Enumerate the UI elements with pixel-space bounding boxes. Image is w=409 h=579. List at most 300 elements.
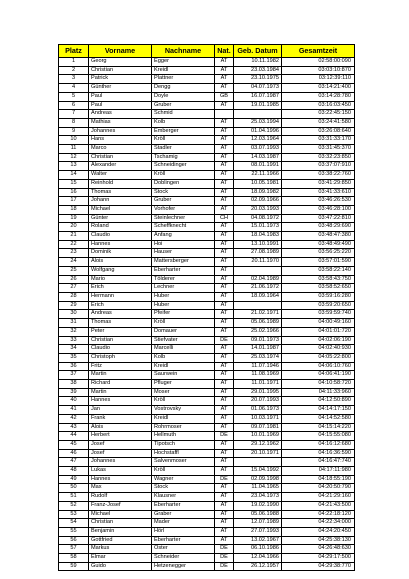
cell-gesamtzeit: 03:46:28:100 <box>282 205 355 214</box>
cell-platz: 56 <box>59 536 89 545</box>
cell-nachname: Dengg <box>152 84 215 93</box>
table-row <box>59 458 355 467</box>
cell-vorname: Christoph <box>89 353 152 362</box>
cell-nat: AT <box>215 162 234 171</box>
table-row <box>59 353 355 362</box>
cell-gesamtzeit: 03:59:59:740 <box>282 310 355 319</box>
cell-nat: AT <box>215 66 234 75</box>
cell-gesamtzeit: 04:06:10:760 <box>282 362 355 371</box>
table-row <box>59 145 355 154</box>
cell-vorname: Franz-Josef <box>89 501 152 510</box>
cell-nachname: Schneider <box>152 554 215 563</box>
cell-geb-datum <box>234 110 282 119</box>
cell-platz: 10 <box>59 136 89 145</box>
table-row <box>59 223 355 232</box>
cell-gesamtzeit: 03:48:29:690 <box>282 223 355 232</box>
cell-gesamtzeit: 04:16:12:680 <box>282 440 355 449</box>
cell-vorname: Günther <box>89 84 152 93</box>
cell-platz: 26 <box>59 275 89 284</box>
cell-vorname: Alois <box>89 258 152 267</box>
cell-nachname: Rohrmoser <box>152 423 215 432</box>
cell-gesamtzeit: 04:12:50:890 <box>282 397 355 406</box>
cell-nat: AT <box>215 414 234 423</box>
cell-nachname: Wagner <box>152 475 215 484</box>
cell-gesamtzeit: 04:00:49:160 <box>282 319 355 328</box>
cell-vorname: Christian <box>89 336 152 345</box>
table-row <box>59 414 355 423</box>
cell-vorname: Paul <box>89 92 152 101</box>
cell-nat: AT <box>215 527 234 536</box>
cell-nachname: Schneidinger <box>152 162 215 171</box>
cell-geb-datum <box>234 266 282 275</box>
cell-platz: 30 <box>59 310 89 319</box>
cell-vorname: Georg <box>89 58 152 67</box>
cell-geb-datum: 02.04.1989 <box>234 275 282 284</box>
cell-nat: AT <box>215 275 234 284</box>
cell-vorname: Johannes <box>89 127 152 136</box>
cell-geb-datum: 27.07.1993 <box>234 527 282 536</box>
cell-platz: 42 <box>59 414 89 423</box>
cell-platz: 19 <box>59 214 89 223</box>
cell-vorname: Herbert <box>89 432 152 441</box>
cell-vorname: Martin <box>89 371 152 380</box>
cell-vorname: Richard <box>89 380 152 389</box>
cell-gesamtzeit: 03:12:39:110 <box>282 75 355 84</box>
cell-nachname: Tölderer <box>152 275 215 284</box>
cell-geb-datum: 06.10.1986 <box>234 545 282 554</box>
cell-geb-datum: 25.02.1966 <box>234 327 282 336</box>
cell-geb-datum: 29.01.1995 <box>234 388 282 397</box>
cell-vorname: Andreas <box>89 110 152 119</box>
cell-geb-datum: 18.09.1964 <box>234 292 282 301</box>
cell-nachname: Gruber <box>152 101 215 110</box>
cell-platz: 33 <box>59 336 89 345</box>
cell-gesamtzeit: 04:10:58:720 <box>282 380 355 389</box>
table-row <box>59 397 355 406</box>
cell-geb-datum: 23.04.1973 <box>234 493 282 502</box>
cell-nat: AT <box>215 258 234 267</box>
cell-geb-datum: 11.08.1969 <box>234 371 282 380</box>
cell-vorname: Martin <box>89 388 152 397</box>
table-row <box>59 554 355 563</box>
cell-platz: 40 <box>59 397 89 406</box>
cell-geb-datum: 20.11.1970 <box>234 258 282 267</box>
cell-nat: AT <box>215 301 234 310</box>
cell-vorname: Christian <box>89 519 152 528</box>
cell-platz: 24 <box>59 258 89 267</box>
cell-vorname: Max <box>89 484 152 493</box>
cell-gesamtzeit: 03:22:45:150 <box>282 110 355 119</box>
cell-platz: 31 <box>59 319 89 328</box>
cell-geb-datum: 11.04.1965 <box>234 484 282 493</box>
table-row <box>59 197 355 206</box>
table-row <box>59 171 355 180</box>
cell-nat: AT <box>215 249 234 258</box>
cell-nat: AT <box>215 353 234 362</box>
cell-nachname: Graber <box>152 510 215 519</box>
cell-platz: 12 <box>59 153 89 162</box>
cell-nachname: Kolb <box>152 353 215 362</box>
cell-nachname: Doyle <box>152 92 215 101</box>
table-row <box>59 484 355 493</box>
cell-nat: AT <box>215 75 234 84</box>
table-row <box>59 284 355 293</box>
cell-gesamtzeit: 03:58:43:750 <box>282 275 355 284</box>
cell-vorname: Gottfried <box>89 536 152 545</box>
table-row <box>59 66 355 75</box>
table-row <box>59 162 355 171</box>
cell-geb-datum: 20.03.1993 <box>234 205 282 214</box>
cell-geb-datum: 16.07.1987 <box>234 92 282 101</box>
cell-gesamtzeit: 03:59:16:280 <box>282 292 355 301</box>
table-row <box>59 432 355 441</box>
cell-nachname: Kreidl <box>152 414 215 423</box>
table-row <box>59 301 355 310</box>
cell-platz: 11 <box>59 145 89 154</box>
table-row <box>59 449 355 458</box>
cell-geb-datum: 27.08.1989 <box>234 249 282 258</box>
cell-vorname: Alexander <box>89 162 152 171</box>
cell-geb-datum: 22.11.1966 <box>234 171 282 180</box>
table-row <box>59 188 355 197</box>
cell-platz: 23 <box>59 249 89 258</box>
cell-geb-datum: 09.01.1973 <box>234 336 282 345</box>
cell-platz: 16 <box>59 188 89 197</box>
cell-platz: 6 <box>59 101 89 110</box>
cell-nachname: Kreidl <box>152 362 215 371</box>
table-row <box>59 380 355 389</box>
cell-nat: CH <box>215 214 234 223</box>
cell-nachname: Hellmuth <box>152 432 215 441</box>
cell-platz: 7 <box>59 110 89 119</box>
cell-geb-datum: 10.11.1982 <box>234 58 282 67</box>
cell-nat: AT <box>215 536 234 545</box>
cell-nat: AT <box>215 458 234 467</box>
cell-nat: AT <box>215 440 234 449</box>
cell-nat: AT <box>215 197 234 206</box>
cell-platz: 9 <box>59 127 89 136</box>
cell-nachname: Hochstaffl <box>152 449 215 458</box>
cell-geb-datum: 10.03.1971 <box>234 414 282 423</box>
cell-vorname: Josef <box>89 440 152 449</box>
cell-platz: 8 <box>59 118 89 127</box>
table-row <box>59 249 355 258</box>
table-row <box>59 266 355 275</box>
cell-gesamtzeit: 04:29:17:500 <box>282 554 355 563</box>
table-row <box>59 501 355 510</box>
cell-vorname: Hannes <box>89 397 152 406</box>
cell-geb-datum: 04.08.1972 <box>234 214 282 223</box>
cell-gesamtzeit: 03:48:47:380 <box>282 232 355 241</box>
cell-nachname: Stock <box>152 484 215 493</box>
cell-geb-datum: 02.09.1966 <box>234 197 282 206</box>
table-row <box>59 75 355 84</box>
cell-platz: 53 <box>59 510 89 519</box>
cell-gesamtzeit: 04:16:36:590 <box>282 449 355 458</box>
cell-geb-datum: 26.12.1957 <box>234 562 282 571</box>
header-nachname: Nachname <box>152 45 215 58</box>
cell-geb-datum: 18.09.1982 <box>234 188 282 197</box>
cell-vorname: Frank <box>89 414 152 423</box>
cell-vorname: Peter <box>89 327 152 336</box>
cell-vorname: Thomas <box>89 188 152 197</box>
cell-nat: AT <box>215 232 234 241</box>
cell-geb-datum: 08.01.1991 <box>234 162 282 171</box>
cell-platz: 48 <box>59 467 89 476</box>
cell-platz: 29 <box>59 301 89 310</box>
table-row <box>59 423 355 432</box>
header-vorname: Vorname <box>89 45 152 58</box>
cell-geb-datum: 29.12.1962 <box>234 440 282 449</box>
cell-vorname: Benjamin <box>89 527 152 536</box>
table-row <box>59 327 355 336</box>
table-row <box>59 345 355 354</box>
cell-nat: AT <box>215 171 234 180</box>
cell-platz: 58 <box>59 554 89 563</box>
cell-nachname: Eberharter <box>152 501 215 510</box>
cell-platz: 18 <box>59 205 89 214</box>
cell-geb-datum: 04.07.1973 <box>234 84 282 93</box>
cell-nachname: Stiefvater <box>152 336 215 345</box>
cell-geb-datum: 18.04.1983 <box>234 232 282 241</box>
cell-geb-datum: 25.03.1994 <box>234 118 282 127</box>
cell-nachname: Gruber <box>152 197 215 206</box>
cell-platz: 41 <box>59 406 89 415</box>
cell-vorname: Roland <box>89 223 152 232</box>
cell-nat: AT <box>215 510 234 519</box>
cell-platz: 34 <box>59 345 89 354</box>
cell-nachname: Vostrovsky <box>152 406 215 415</box>
cell-gesamtzeit: 03:32:23:850 <box>282 153 355 162</box>
cell-nat: AT <box>215 406 234 415</box>
cell-nachname: Huber <box>152 301 215 310</box>
cell-geb-datum: 11.07.1946 <box>234 362 282 371</box>
cell-vorname: Hannes <box>89 475 152 484</box>
cell-nachname: Hörl <box>152 527 215 536</box>
cell-gesamtzeit: 04:11:33:960 <box>282 388 355 397</box>
table-row <box>59 153 355 162</box>
cell-platz: 17 <box>59 197 89 206</box>
cell-gesamtzeit: 03:46:26:530 <box>282 197 355 206</box>
cell-nachname: Oster <box>152 545 215 554</box>
cell-nat: AT <box>215 380 234 389</box>
cell-gesamtzeit: 03:47:22:810 <box>282 214 355 223</box>
cell-nat: AT <box>215 371 234 380</box>
cell-nachname: Huber <box>152 292 215 301</box>
cell-geb-datum: 12.03.1964 <box>234 136 282 145</box>
cell-gesamtzeit: 04:21:29:160 <box>282 493 355 502</box>
table-row <box>59 467 355 476</box>
header-gesamtzeit: Gesamtzeit <box>282 45 355 58</box>
table-row <box>59 319 355 328</box>
cell-gesamtzeit: 04:02:40:930 <box>282 345 355 354</box>
cell-gesamtzeit: 03:14:21:400 <box>282 84 355 93</box>
table-row <box>59 92 355 101</box>
cell-vorname: Andreas <box>89 310 152 319</box>
table-row <box>59 440 355 449</box>
cell-geb-datum: 10.01.1969 <box>234 432 282 441</box>
table-row <box>59 362 355 371</box>
cell-platz: 3 <box>59 75 89 84</box>
cell-gesamtzeit: 04:05:22:800 <box>282 353 355 362</box>
cell-vorname: Claudio <box>89 345 152 354</box>
cell-nat: AT <box>215 292 234 301</box>
cell-nat: AT <box>215 319 234 328</box>
cell-vorname: Erich <box>89 301 152 310</box>
cell-geb-datum: 05.06.1988 <box>234 510 282 519</box>
cell-nachname: Vorhofer <box>152 205 215 214</box>
table-row <box>59 406 355 415</box>
cell-geb-datum: 12.04.1966 <box>234 554 282 563</box>
cell-nachname: Mattersberger <box>152 258 215 267</box>
cell-platz: 13 <box>59 162 89 171</box>
cell-nat: AT <box>215 362 234 371</box>
cell-nat: AT <box>215 501 234 510</box>
cell-vorname: Hannes <box>89 240 152 249</box>
table-row <box>59 536 355 545</box>
cell-nachname: Eberharter <box>152 536 215 545</box>
cell-geb-datum: 15.01.1973 <box>234 223 282 232</box>
cell-nat <box>215 110 234 119</box>
cell-gesamtzeit: 04:24:20:450 <box>282 527 355 536</box>
cell-nachname: Stock <box>152 188 215 197</box>
cell-nat: AT <box>215 84 234 93</box>
cell-nat: AT <box>215 467 234 476</box>
cell-vorname: Christian <box>89 153 152 162</box>
cell-vorname: Alois <box>89 423 152 432</box>
cell-nachname: Egger <box>152 58 215 67</box>
cell-gesamtzeit: 04:02:06:190 <box>282 336 355 345</box>
cell-platz: 35 <box>59 353 89 362</box>
cell-vorname: Dominik <box>89 249 152 258</box>
table-row <box>59 275 355 284</box>
cell-platz: 38 <box>59 380 89 389</box>
cell-nat: DE <box>215 545 234 554</box>
cell-platz: 45 <box>59 440 89 449</box>
cell-platz: 36 <box>59 362 89 371</box>
cell-gesamtzeit: 03:03:10:870 <box>282 66 355 75</box>
cell-nachname: Kröll <box>152 397 215 406</box>
cell-gesamtzeit: 03:16:03:450 <box>282 101 355 110</box>
table-row <box>59 388 355 397</box>
cell-nat: AT <box>215 493 234 502</box>
cell-geb-datum: 19.01.1985 <box>234 101 282 110</box>
cell-platz: 22 <box>59 240 89 249</box>
cell-gesamtzeit: 04:15:14:220 <box>282 423 355 432</box>
cell-platz: 2 <box>59 66 89 75</box>
results-body <box>59 58 355 571</box>
cell-nachname: Mader <box>152 519 215 528</box>
cell-nachname: Kröll <box>152 467 215 476</box>
cell-vorname: Elmar <box>89 554 152 563</box>
cell-gesamtzeit: 03:48:49:490 <box>282 240 355 249</box>
cell-nachname: Stadler <box>152 145 215 154</box>
cell-vorname: Claudio <box>89 232 152 241</box>
header-nat: Nat. <box>215 45 234 58</box>
cell-gesamtzeit: 04:15:55:080 <box>282 432 355 441</box>
cell-vorname: Hans <box>89 136 152 145</box>
table-row <box>59 519 355 528</box>
table-row <box>59 205 355 214</box>
cell-platz: 51 <box>59 493 89 502</box>
cell-nachname: Pfluger <box>152 380 215 389</box>
cell-gesamtzeit: 04:14:17:150 <box>282 406 355 415</box>
cell-gesamtzeit: 03:57:01:590 <box>282 258 355 267</box>
cell-geb-datum <box>234 301 282 310</box>
cell-nat: AT <box>215 449 234 458</box>
cell-vorname: Johann <box>89 197 152 206</box>
cell-gesamtzeit: 03:24:41:580 <box>282 118 355 127</box>
header-geb-datum: Geb. Datum <box>234 45 282 58</box>
table-row <box>59 562 355 571</box>
cell-gesamtzeit: 04:29:38:770 <box>282 562 355 571</box>
cell-geb-datum: 23.10.1975 <box>234 75 282 84</box>
cell-gesamtzeit: 03:38:22:760 <box>282 171 355 180</box>
cell-gesamtzeit: 04:01:01:720 <box>282 327 355 336</box>
cell-nachname: Hauser <box>152 249 215 258</box>
cell-gesamtzeit: 03:59:20:650 <box>282 301 355 310</box>
table-row <box>59 110 355 119</box>
cell-vorname: Hermann <box>89 292 152 301</box>
cell-nat: AT <box>215 519 234 528</box>
cell-geb-datum: 05.06.1989 <box>234 319 282 328</box>
cell-nachname: Anfang <box>152 232 215 241</box>
cell-platz: 5 <box>59 92 89 101</box>
cell-nachname: Domauer <box>152 327 215 336</box>
cell-gesamtzeit: 04:20:50:790 <box>282 484 355 493</box>
cell-nat: AT <box>215 423 234 432</box>
cell-nachname: Lechner <box>152 284 215 293</box>
table-row <box>59 118 355 127</box>
cell-platz: 4 <box>59 84 89 93</box>
cell-nachname: Kröll <box>152 171 215 180</box>
cell-nat: GB <box>215 92 234 101</box>
cell-platz: 39 <box>59 388 89 397</box>
cell-geb-datum: 13.02.1967 <box>234 536 282 545</box>
table-row <box>59 240 355 249</box>
cell-nat: AT <box>215 388 234 397</box>
cell-vorname: Günter <box>89 214 152 223</box>
cell-vorname: Patrick <box>89 75 152 84</box>
cell-platz: 1 <box>59 58 89 67</box>
cell-vorname: Michael <box>89 510 152 519</box>
cell-nachname: Kröll <box>152 136 215 145</box>
cell-gesamtzeit: 03:56:25:220 <box>282 249 355 258</box>
cell-nat: AT <box>215 240 234 249</box>
cell-nachname: Scheffknecht <box>152 223 215 232</box>
cell-geb-datum: 13.10.1991 <box>234 240 282 249</box>
cell-vorname: Christian <box>89 66 152 75</box>
header-row <box>59 45 355 58</box>
cell-nachname: Pfeifer <box>152 310 215 319</box>
table-row <box>59 258 355 267</box>
cell-platz: 25 <box>59 266 89 275</box>
cell-geb-datum: 21.06.1972 <box>234 284 282 293</box>
cell-vorname: Paul <box>89 101 152 110</box>
cell-gesamtzeit: 04:14:52:580 <box>282 414 355 423</box>
cell-geb-datum: 21.02.1971 <box>234 310 282 319</box>
cell-platz: 50 <box>59 484 89 493</box>
table-row <box>59 179 355 188</box>
cell-geb-datum: 23.03.1984 <box>234 66 282 75</box>
cell-nat: DE <box>215 336 234 345</box>
cell-geb-datum: 25.03.1974 <box>234 353 282 362</box>
header-platz: Platz <box>59 45 89 58</box>
cell-nat: AT <box>215 136 234 145</box>
cell-nat: DE <box>215 432 234 441</box>
cell-nat: AT <box>215 118 234 127</box>
cell-gesamtzeit: 04:17:11:980 <box>282 467 355 476</box>
